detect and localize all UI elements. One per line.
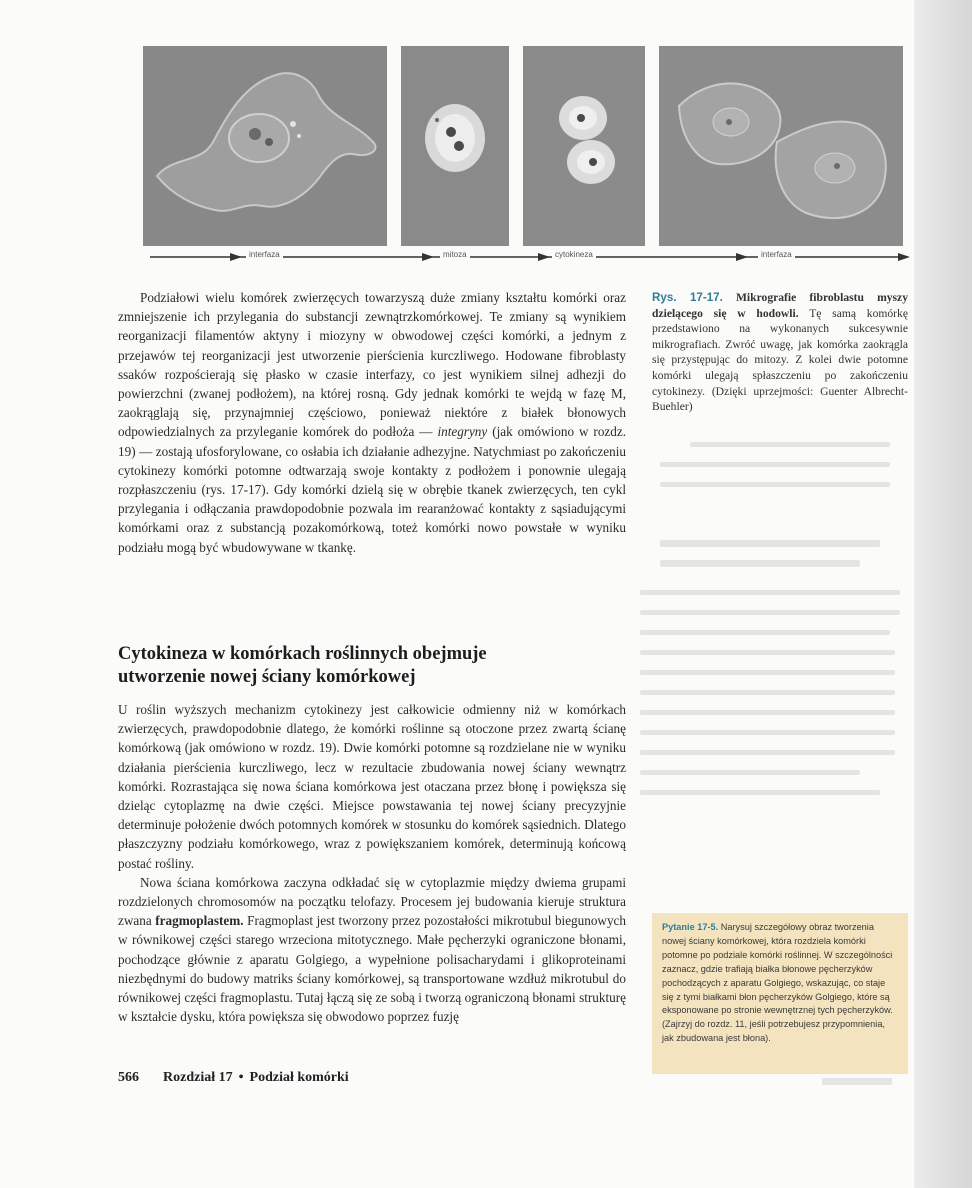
- micrograph-interphase-1: [143, 46, 387, 246]
- show-through-line: [822, 1078, 892, 1085]
- caption-text: Tę samą komórkę przedstawiono na wykonanych sukcesywnie mikrografiach. Zwróć uwagę, jak komórka zaokrągla się przystępując do mitozy. Z kolei dwie potomne komórki ulegają spłaszczeniu po zakończeniu cytokinezy. (Dzięki uprzejmości: Guenter Albrecht-Buehler): [652, 306, 908, 414]
- show-through-line: [640, 730, 895, 735]
- chapter-title: Podział komórki: [249, 1070, 349, 1085]
- question-text: Narysuj szczegółowy obraz tworzenia nowej ściany komórkowej, która rozdziela komórki potomne po podziale komórki roślinnej. W szczególności zaznacz, gdzie trafiają białka błonowe pęcherzyków pochodzących z aparatu Golgiego, wskazując, co staje się z tymi białkami błon pęcherzyków Golgiego, które są eksponowane po stronie wewnętrznej tych pęcherzyków. (Zajrzyj do rozdz. 11, jeśli potrzebujesz przypomnienia, jak zbudowana jest błona).: [662, 922, 893, 1044]
- question-label: Pytanie 17-5.: [662, 922, 719, 932]
- body-text-animal-cells: [118, 288, 626, 557]
- show-through-line: [660, 482, 890, 487]
- show-through-line: [640, 650, 895, 655]
- show-through-line: [640, 770, 860, 775]
- show-through-line: [640, 790, 880, 795]
- page-footer: [118, 1070, 349, 1086]
- paragraph: Nowa ściana komórkowa zaczyna odkładać się w cytoplazmie między dwiema grupami rozdzielonych chromosomów na początku telofazy. Procesem jej budowania kieruje struktura zwana fragmoplastem. Fragmoplast jest tworzony przez pozostałości mikrotubul biegunowych w równikowej części starego wrzeciona mitotycznego. Małe pęcherzyki ograniczone błonami, pochodzące głównie z aparatu Golgiego, a wypełnione polisacharydami i glikoproteinami niezbędnymi do budowy matriks ściany komórkowej, są transportowane wzdłuż mikrotubul do równikowej części fragmoplastu. Tutaj łączą się ze sobą i tworzą ograniczoną błonami strukturę w kształcie dysku, która powiększa się obwodowo poprzez fuzję: [118, 874, 627, 1025]
- paragraph: U roślin wyższych mechanizm cytokinezy jest całkowicie odmienny niż w komórkach zwierzęcych, prawdopodobnie dlatego, że komórki roślinne są otoczone przez zwartą ścianę komórkową (jak omówiono w rozdz. 19). Dwie komórki potomne są rozdzielane nie w wyniku działania pierścienia kurczliwego, lecz w rezultacie zbudowania nowej ściany wewnątrz komórki. Rozrastająca się nowa ściana komórkowa jest otaczana przez błonę i powiększa się dzieląc cytoplazmę na dwie części. Miejsce powstawania tej nowej ściany precyzyjnie determinuje położenie dwóch potomnych komórek w stosunku do komórek sąsiednich. Dlatego płaszczyzny podziału komórkowego, wraz z powiększaniem komórek, determinują końcową postać rośliny.: [118, 702, 626, 871]
- body-text-plant-cells: [118, 700, 626, 1026]
- figure-caption: [652, 290, 908, 415]
- micrograph-cytokinesis: [523, 46, 645, 246]
- section-heading: Cytokineza w komórkach roślinnych obejmuje utworzenie nowej ściany komórkowej: [118, 644, 487, 687]
- footer-separator: •: [238, 1070, 244, 1085]
- stage-label-mitosis: mitoza: [440, 250, 470, 259]
- show-through-line: [660, 540, 880, 547]
- emphasis-integrins: integryny: [437, 424, 488, 440]
- stage-label-interphase-end: interfaza: [758, 250, 795, 259]
- micrograph-interphase-2: [659, 46, 903, 246]
- show-through-line: [640, 710, 895, 715]
- page-number: 566: [118, 1070, 139, 1085]
- show-through-line: [640, 670, 895, 675]
- micrograph-mitosis: [401, 46, 509, 246]
- show-through-line: [690, 442, 890, 447]
- show-through-line: [640, 610, 900, 615]
- show-through-line: [640, 690, 895, 695]
- term-phragmoplast: fragmoplastem.: [155, 913, 244, 929]
- stage-label-interphase: interfaza: [246, 250, 283, 259]
- show-through-line: [640, 590, 900, 595]
- caption-label: Rys. 17-17.: [652, 291, 723, 304]
- show-through-line: [660, 462, 890, 467]
- chapter-label: Rozdział 17: [163, 1070, 233, 1085]
- show-through-line: [640, 750, 895, 755]
- show-through-line: [640, 630, 890, 635]
- stage-label-cytokinesis: cytokineza: [552, 250, 596, 259]
- page-edge-shadow: [914, 0, 972, 1188]
- phase-timeline: [150, 251, 910, 265]
- caption-title: Mikrografie fibroblastu myszy dzielącego się w hodowli.: [652, 291, 908, 320]
- question-box: [652, 913, 908, 1074]
- show-through-line: [660, 560, 860, 567]
- paragraph: Podziałowi wielu komórek zwierzęcych towarzyszą duże zmiany kształtu komórki oraz zmniejszenie ich przylegania do substancji zewnątrzkomórkowej. Te zmiany są wynikiem reorganizacji filamentów aktyny i miozyny w obwodowej części komórki, a jednym z przejawów tej reorganizacji jest utworzenie pierścienia kurczliwego. Hodowane fibroblasty ssaków rozpościerają się płasko w czasie interfazy, co jest wynikiem silnej adhezji do powierzchni (zwanej podłożem), na której rosną. Gdy jednak komórki te wejdą w fazę M, zaokrąglają się, przynajmniej częściowo, ponieważ niektóre z białek błonowych odpowiedzialnych za przyleganie komórek do podłoża — integryny (jak omówiono w rozdz. 19) — zostają ufosforylowane, co osłabia ich działanie adhezyjne. Natychmiast po zakończeniu cytokinezy komórki potomne odtwarzają swoje kontakty z podłożem i ponownie ulegają rozpłaszczeniu (rys. 17-17). Gdy komórki dzielą się w obrębie tkanek zwierzęcych, ten cykl przylegania i odłączania prawdopodobnie pozwala im rearanżować kontakty z sąsiadującymi komórkami oraz z substancją pozakomórkową, toteż komórki nowo powstałe w wyniku podziału mogą być wbudowywane w tkankę.: [118, 290, 627, 555]
